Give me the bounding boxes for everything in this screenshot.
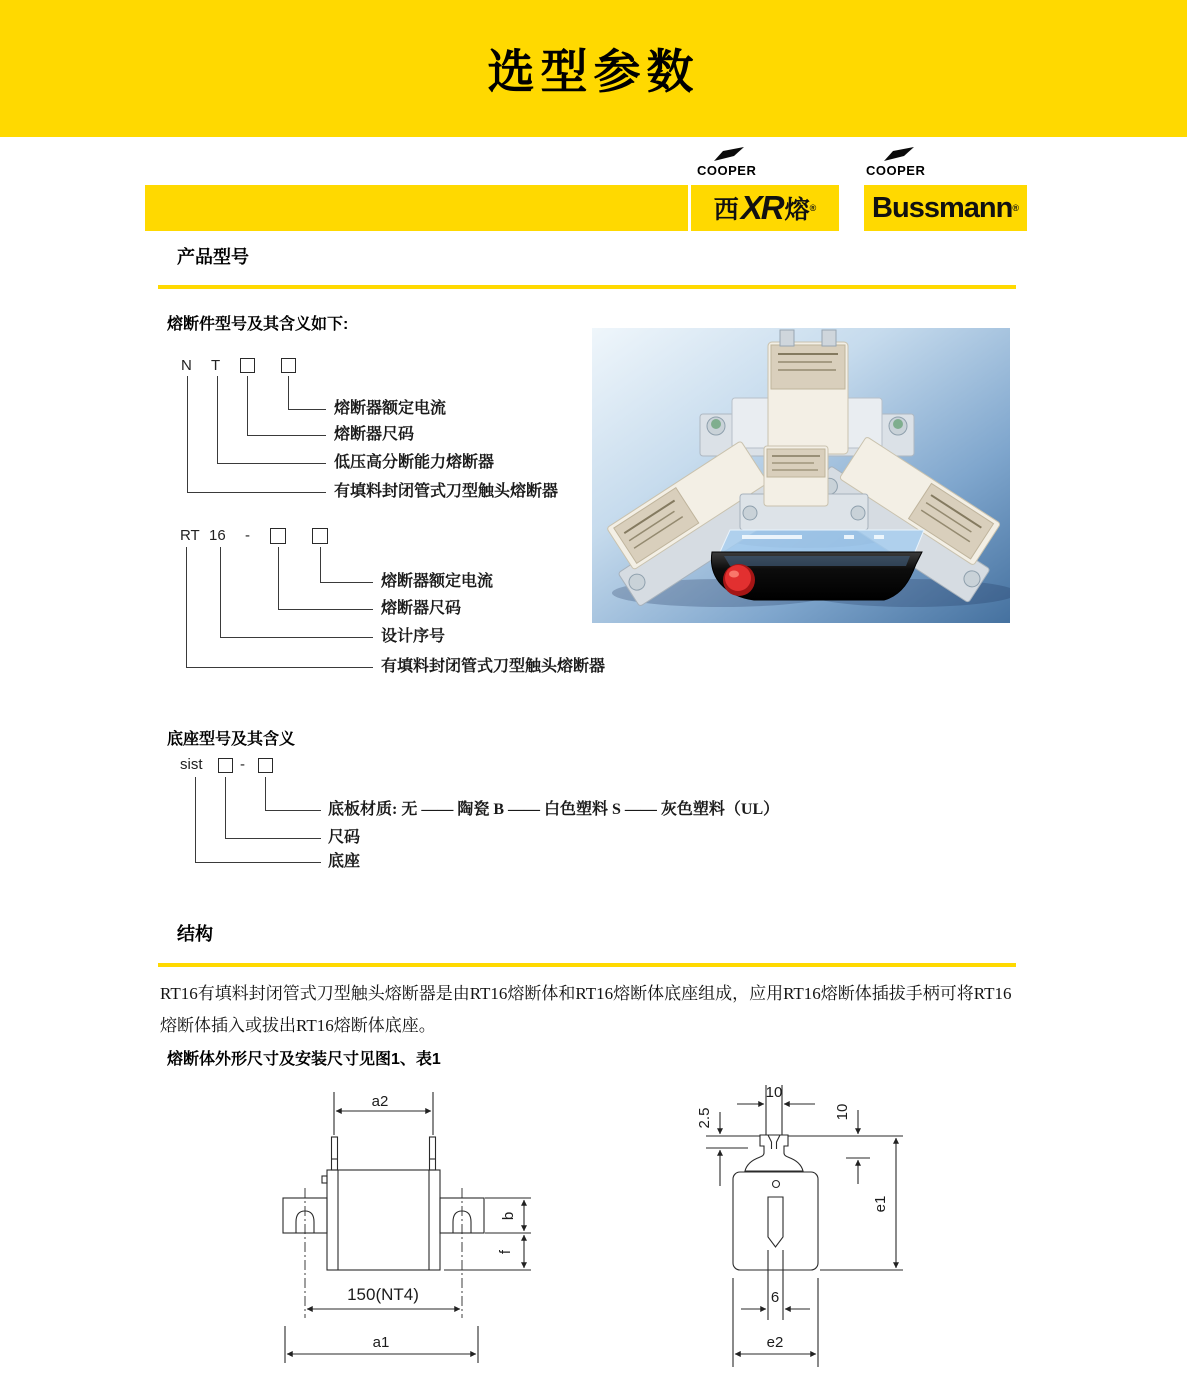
fuse-model-intro: 熔断件型号及其含义如下: xyxy=(167,316,349,333)
dim-150nt4: 150(NT4) xyxy=(347,1285,419,1304)
cooper-wordmark: COOPER xyxy=(697,163,757,178)
left-figure xyxy=(283,1092,531,1363)
cooper-flag-icon xyxy=(884,147,914,162)
nt-label: 熔断器额定电流 xyxy=(334,400,447,417)
registered-mark: ® xyxy=(1012,203,1019,213)
page-title: 选型参数 xyxy=(487,45,700,98)
base-code-box-1 xyxy=(218,758,233,773)
bussmann-wordmark: Bussmann xyxy=(872,191,1013,224)
registered-mark: ® xyxy=(809,203,817,213)
rt-label: 有填料封闭管式刀型触头熔断器 xyxy=(381,658,606,675)
right-figure xyxy=(706,1085,903,1367)
dim-10-right: 10 xyxy=(834,1103,851,1121)
xirong-logo xyxy=(691,185,839,231)
rt-label: 设计序号 xyxy=(381,628,446,645)
rt-code-box-1 xyxy=(270,528,286,544)
rt-code-box-2 xyxy=(312,528,328,544)
yellow-rule xyxy=(158,285,1016,289)
page-header xyxy=(0,0,1187,137)
xirong-logo-rong: 熔 xyxy=(784,196,810,224)
base-label: 底板材质: 无 —— 陶瓷 B —— 白色塑料 S —— 灰色塑料（UL） xyxy=(328,801,780,818)
yellow-rule xyxy=(158,963,1016,967)
nt-label: 有填料封闭管式刀型触头熔断器 xyxy=(334,483,559,500)
dim-a1: a1 xyxy=(372,1334,390,1351)
nt-code-letter-n: N xyxy=(181,357,192,374)
nt-code-box-2 xyxy=(281,358,296,373)
nt-code-box-1 xyxy=(240,358,255,373)
figure-note: 熔断体外形尺寸及安装尺寸见图1、表1 xyxy=(167,1051,441,1068)
rt-code-dash: - xyxy=(245,527,250,544)
base-label: 底座 xyxy=(328,853,361,870)
section-heading-base-model: 底座型号及其含义 xyxy=(167,731,296,748)
connector-line xyxy=(187,376,326,493)
connector-line xyxy=(186,547,373,668)
fuse-handle xyxy=(711,530,924,600)
dim-10-top: 10 xyxy=(765,1084,783,1101)
dim-b: b xyxy=(500,1211,517,1221)
dim-e2: e2 xyxy=(766,1334,784,1351)
nt-label: 熔断器尺码 xyxy=(334,426,415,443)
base-code-dash: - xyxy=(240,756,245,773)
dim-f: f xyxy=(497,1249,514,1255)
structure-paragraph: RT16有填料封闭管式刀型触头熔断器是由RT16熔断体和RT16熔断体底座组成，应用RT16熔断体插拔手柄可将RT16熔断体插入或拔出RT16熔断体底座。 xyxy=(160,984,1012,1035)
bussmann-logo xyxy=(864,185,1027,231)
base-code-text: sist xyxy=(180,756,203,773)
left-figure-labels xyxy=(347,1093,517,1351)
brand-bar xyxy=(145,185,688,231)
section-heading-product-model: 产品型号 xyxy=(177,247,249,267)
dim-e1: e1 xyxy=(872,1195,889,1213)
rt-label: 熔断器额定电流 xyxy=(381,573,494,590)
base-code-box-2 xyxy=(258,758,273,773)
rt-code-series: 16 xyxy=(209,527,226,544)
rt-label: 熔断器尺码 xyxy=(381,600,462,617)
xirong-logo-xr: XR xyxy=(740,189,783,226)
right-figure-labels xyxy=(696,1084,889,1351)
section-heading-structure: 结构 xyxy=(177,924,213,944)
nt-label: 低压高分断能力熔断器 xyxy=(334,454,495,471)
cooper-flag-icon xyxy=(714,147,744,162)
rt-code-prefix: RT xyxy=(180,527,200,544)
base-label: 尺码 xyxy=(328,829,361,846)
xirong-logo-xi: 西 xyxy=(713,196,739,224)
dim-a2: a2 xyxy=(371,1093,389,1110)
cooper-wordmark: COOPER xyxy=(866,163,926,178)
product-photo xyxy=(592,328,1010,623)
dim-2-5: 2.5 xyxy=(696,1107,713,1129)
connector-line xyxy=(195,777,321,863)
dimension-figure xyxy=(150,1075,1050,1385)
dim-6: 6 xyxy=(770,1289,780,1306)
nt-code-letter-t: T xyxy=(211,357,221,374)
